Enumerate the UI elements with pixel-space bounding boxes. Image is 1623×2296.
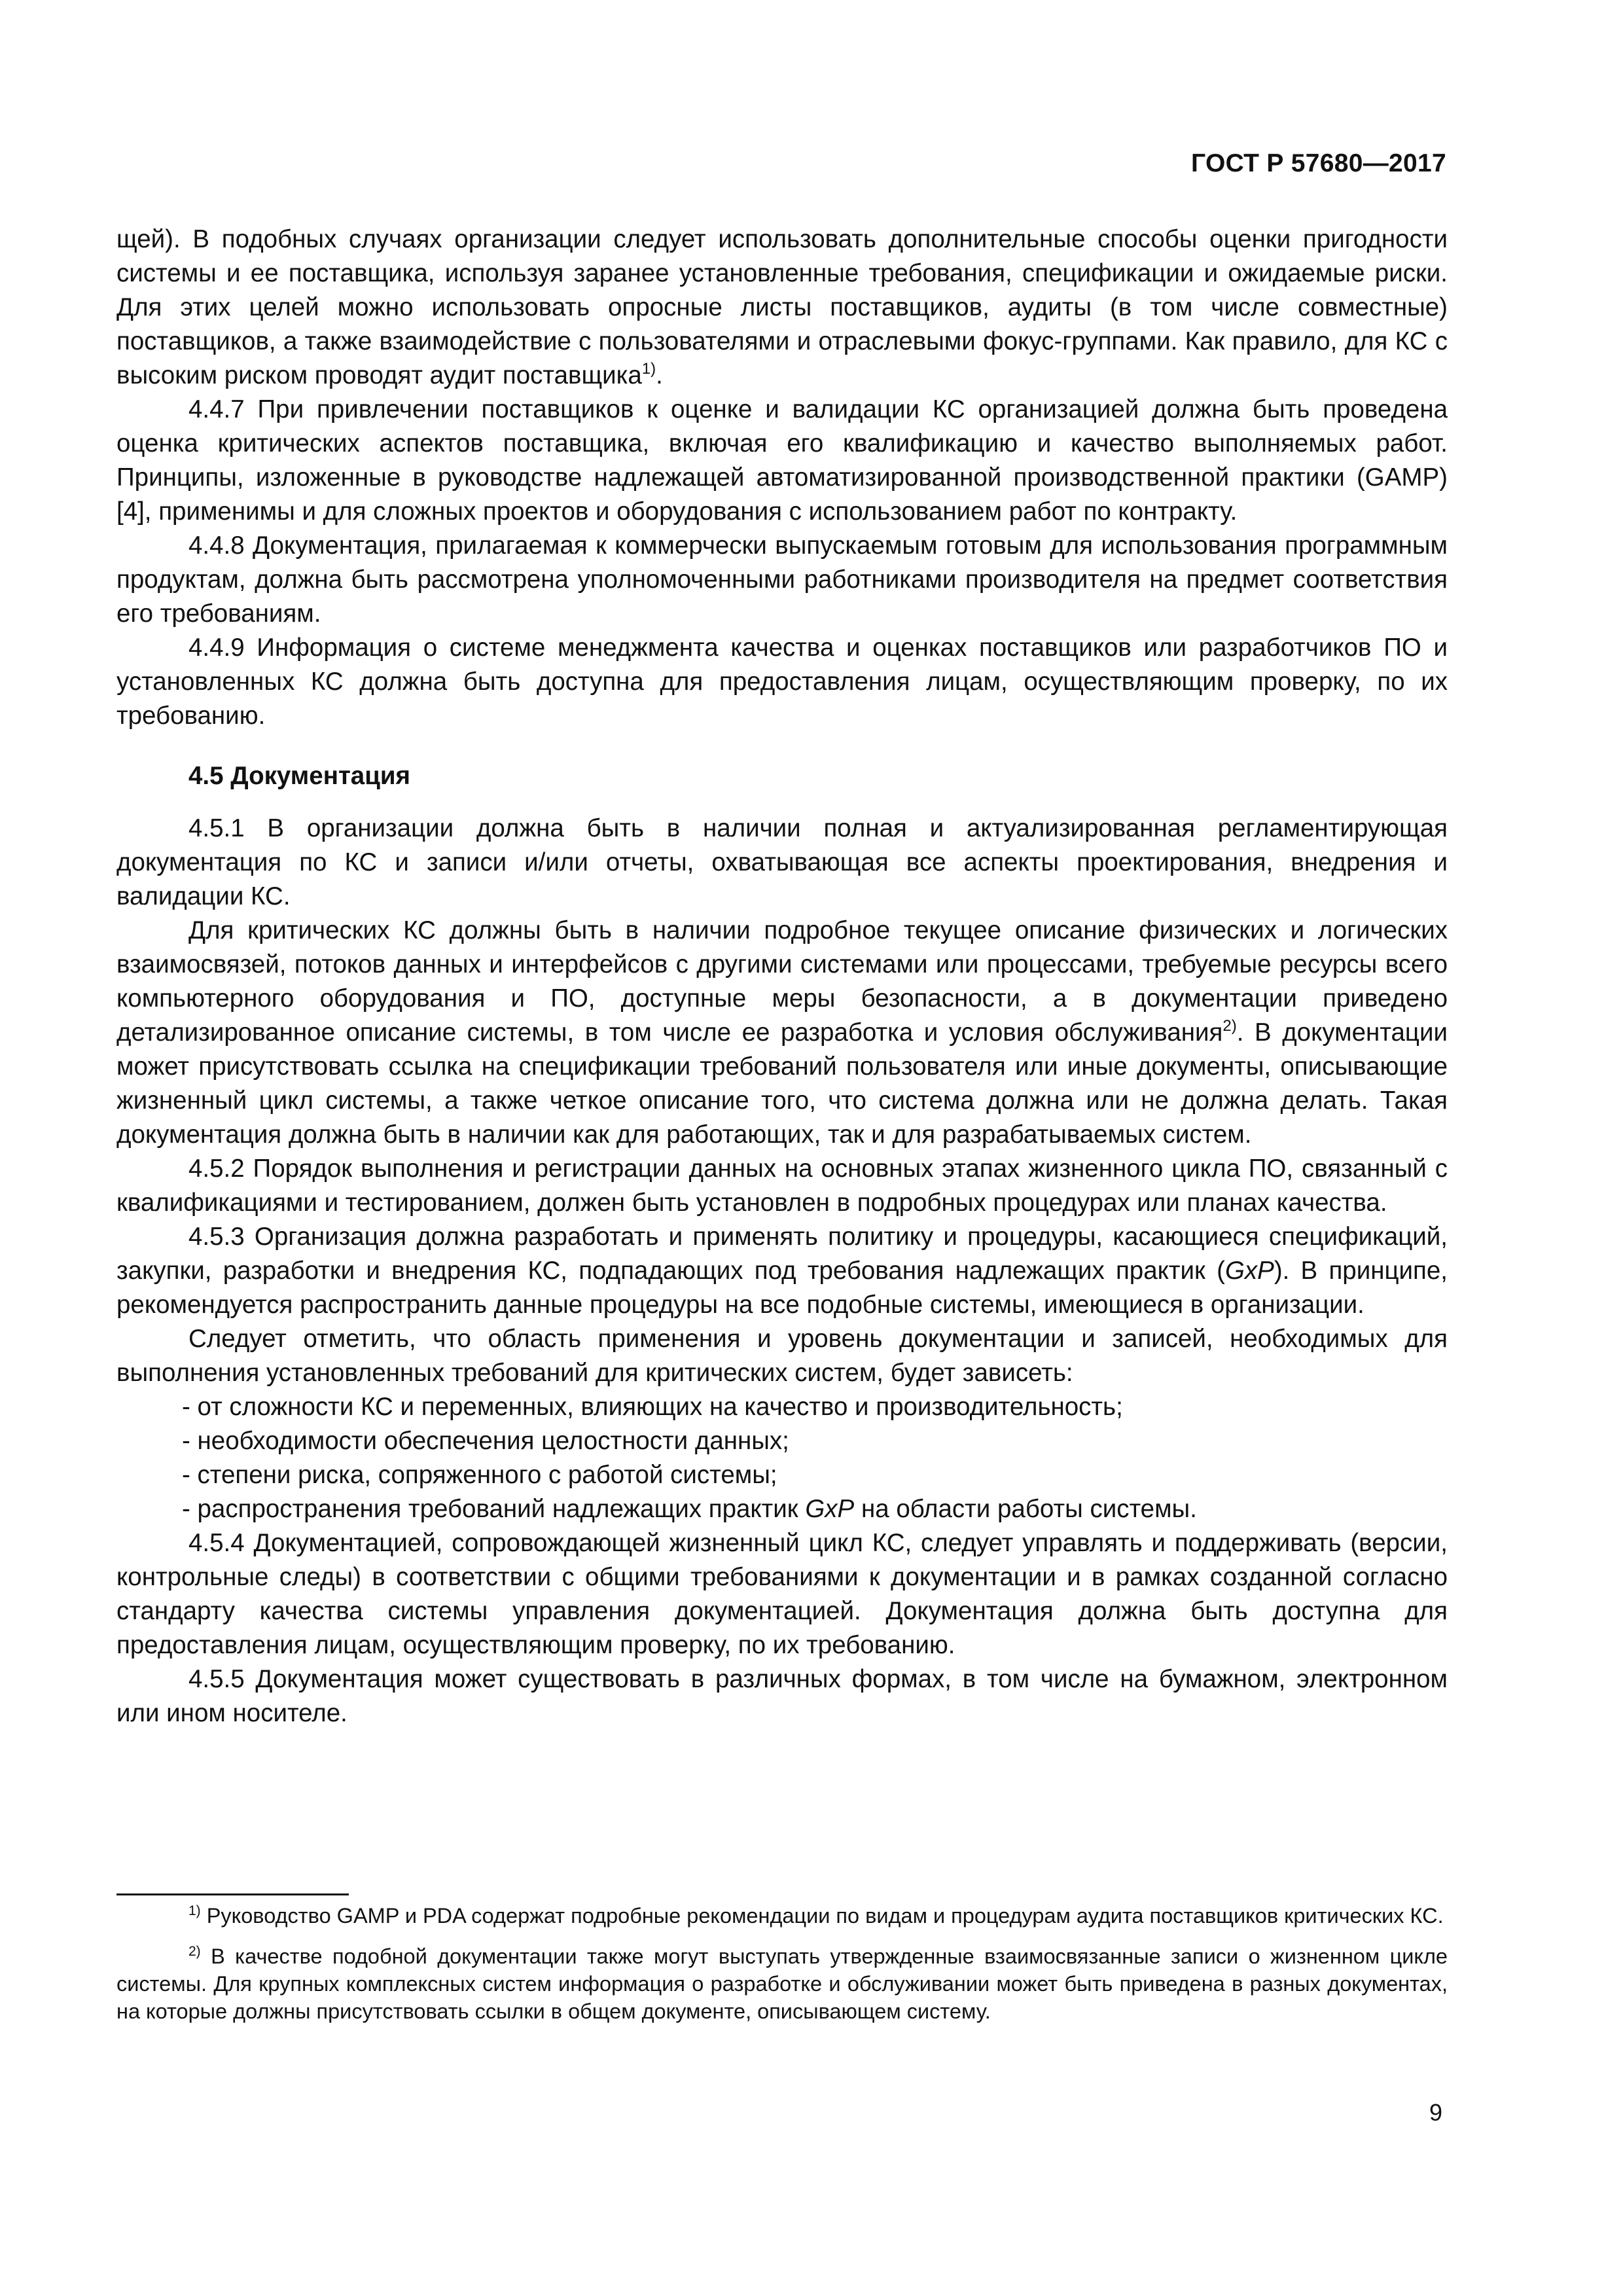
paragraph-text: Для критических КС должны быть в наличии подробное текущее описание физических и логических взаимосвязей, потоков данных и интерфейсов с другими системами или процессами, требуемые ресурсы всего компьютерного оборудования и ПО, доступные меры безопасности, а в документации приведено детализированное описание системы, в том числе ее разработка и условия обслуживания	[116, 916, 1448, 1047]
paragraph-4-5-5: 4.5.5 Документация может существовать в различных формах, в том числе на бумажном, электронном или ином носителе.	[116, 1665, 1448, 1727]
paragraph-4-5-3	[116, 1220, 1448, 1322]
list-item: - необходимости обеспечения целостности данных;	[182, 1427, 789, 1455]
paragraph-4-4-8: 4.4.8 Документация, прилагаемая к коммерчески выпускаемым готовым для использования программным продуктам, должна быть рассмотрена уполномоченными работниками производителя на предмет соответствия его требованиям.	[116, 531, 1448, 628]
gxp-term: GxP	[1224, 1257, 1274, 1285]
footnote-mark: 2)	[188, 1944, 201, 1959]
footnote-separator	[116, 1893, 349, 1895]
paragraph-4-5-1: 4.5.1 В организации должна быть в наличии полная и актуализированная регламентирующая документация по КС и записи и/или отчеты, охватывающая все аспекты проектирования, внедрения и валидации КС.	[116, 814, 1448, 910]
footnote-reference-2: 2)	[1222, 1017, 1237, 1035]
footnotes	[116, 1902, 1448, 2038]
paragraph-4-5-2: 4.5.2 Порядок выполнения и регистрации данных на основных этапах жизненного цикла ПО, связанный с квалификациями и тестированием, должен быть установлен в подробных процедурах или планах качества.	[116, 1155, 1448, 1217]
footnote-reference-1: 1)	[641, 360, 656, 378]
main-text	[116, 223, 1448, 1731]
paragraph-text-end: .	[656, 361, 663, 389]
list-item-text: - распространения требований надлежащих практик	[182, 1495, 806, 1523]
footnote-mark: 1)	[188, 1903, 201, 1918]
list-item: - от сложности КС и переменных, влияющих на качество и производительность;	[182, 1393, 1123, 1421]
paragraph-4-4-7: 4.4.7 При привлечении поставщиков к оценке и валидации КС организацией должна быть проведена оценка критических аспектов поставщика, включая его квалификацию и качество выполняемых работ. Принципы, изложенные в руководстве надлежащей автоматизированной производственной практики (GAMP) [4], применимы и для сложных проектов и оборудования с использованием работ по контракту.	[116, 395, 1448, 526]
paragraph-4-5-4: 4.5.4 Документацией, сопровождающей жизненный цикл КС, следует управлять и поддерживать (версии, контрольные следы) в соответствии с общими требованиями к документации и в рамках созданной согласно стандарту качества системы управления документацией. Документация должна быть доступна для предоставления лицам, осуществляющим проверку, по их требованию.	[116, 1529, 1448, 1659]
footnote-text: В качестве подобной документации также могут выступать утвержденные взаимосвязанные записи о жизненном цикле системы. Для крупных комплексных систем информация о разработке и обслуживании может быть приведена в разных документах, на которые должны присутствовать ссылки в общем документе, описывающем систему.	[116, 1945, 1448, 2023]
paragraph-text: щей). В подобных случаях организации следует использовать дополнительные способы оценки пригодности системы и ее поставщика, используя заранее установленные требования, спецификации и ожидаемые риски. Для этих целей можно использовать опросные листы поставщиков, аудиты (в том числе совместные) поставщиков, а также взаимодействие с пользователями и отраслевыми фокус-группами. Как правило, для КС с высоким риском проводят аудит поставщика	[116, 225, 1448, 389]
document-code-header: ГОСТ Р 57680—2017	[1191, 149, 1446, 177]
footnote-1	[116, 1902, 1448, 1929]
footnote-text: Руководство GAMP и PDA содержат подробные рекомендации по видам и процедурам аудита поставщиков критических КС.	[200, 1904, 1444, 1928]
paragraph-text-end: ). В принципе, рекомендуется распространить данные процедуры на все подобные системы, имеющиеся в организации.	[116, 1257, 1448, 1319]
paragraph-text-end: . В документации может присутствовать ссылка на спецификации требований пользователя или иные документы, описывающие жизненный цикл системы, а также четкое описание того, что система должна или не должна делать. Такая документация должна быть в наличии как для работающих, так и для разрабатываемых систем.	[116, 1018, 1448, 1149]
paragraph-text: 4.5.3 Организация должна разработать и применять политику и процедуры, касающиеся спецификаций, закупки, разработки и внедрения КС, подпадающих под требования надлежащих практик (	[116, 1223, 1448, 1285]
page-number: 9	[1429, 2099, 1442, 2126]
list-item: - степени риска, сопряженного с работой системы;	[182, 1461, 777, 1489]
list-item-text-end: на области работы системы.	[854, 1495, 1197, 1523]
paragraph-4-4-9: 4.4.9 Информация о системе менеджмента качества и оценках поставщиков или разработчиков ПО и установленных КС должна быть доступна для предоставления лицам, осуществляющим проверку, по их требованию.	[116, 634, 1448, 730]
paragraph-continuation	[116, 223, 1448, 393]
section-heading-4-5: 4.5 Документация	[188, 762, 411, 790]
list-item	[116, 1492, 1448, 1526]
paragraph-documentation-scope: Следует отметить, что область применения и уровень документации и записей, необходимых для выполнения установленных требований для критических систем, будет зависеть:	[116, 1325, 1448, 1387]
gxp-term: GxP	[805, 1495, 855, 1523]
paragraph-critical-systems	[116, 914, 1448, 1152]
footnote-2	[116, 1943, 1448, 2025]
